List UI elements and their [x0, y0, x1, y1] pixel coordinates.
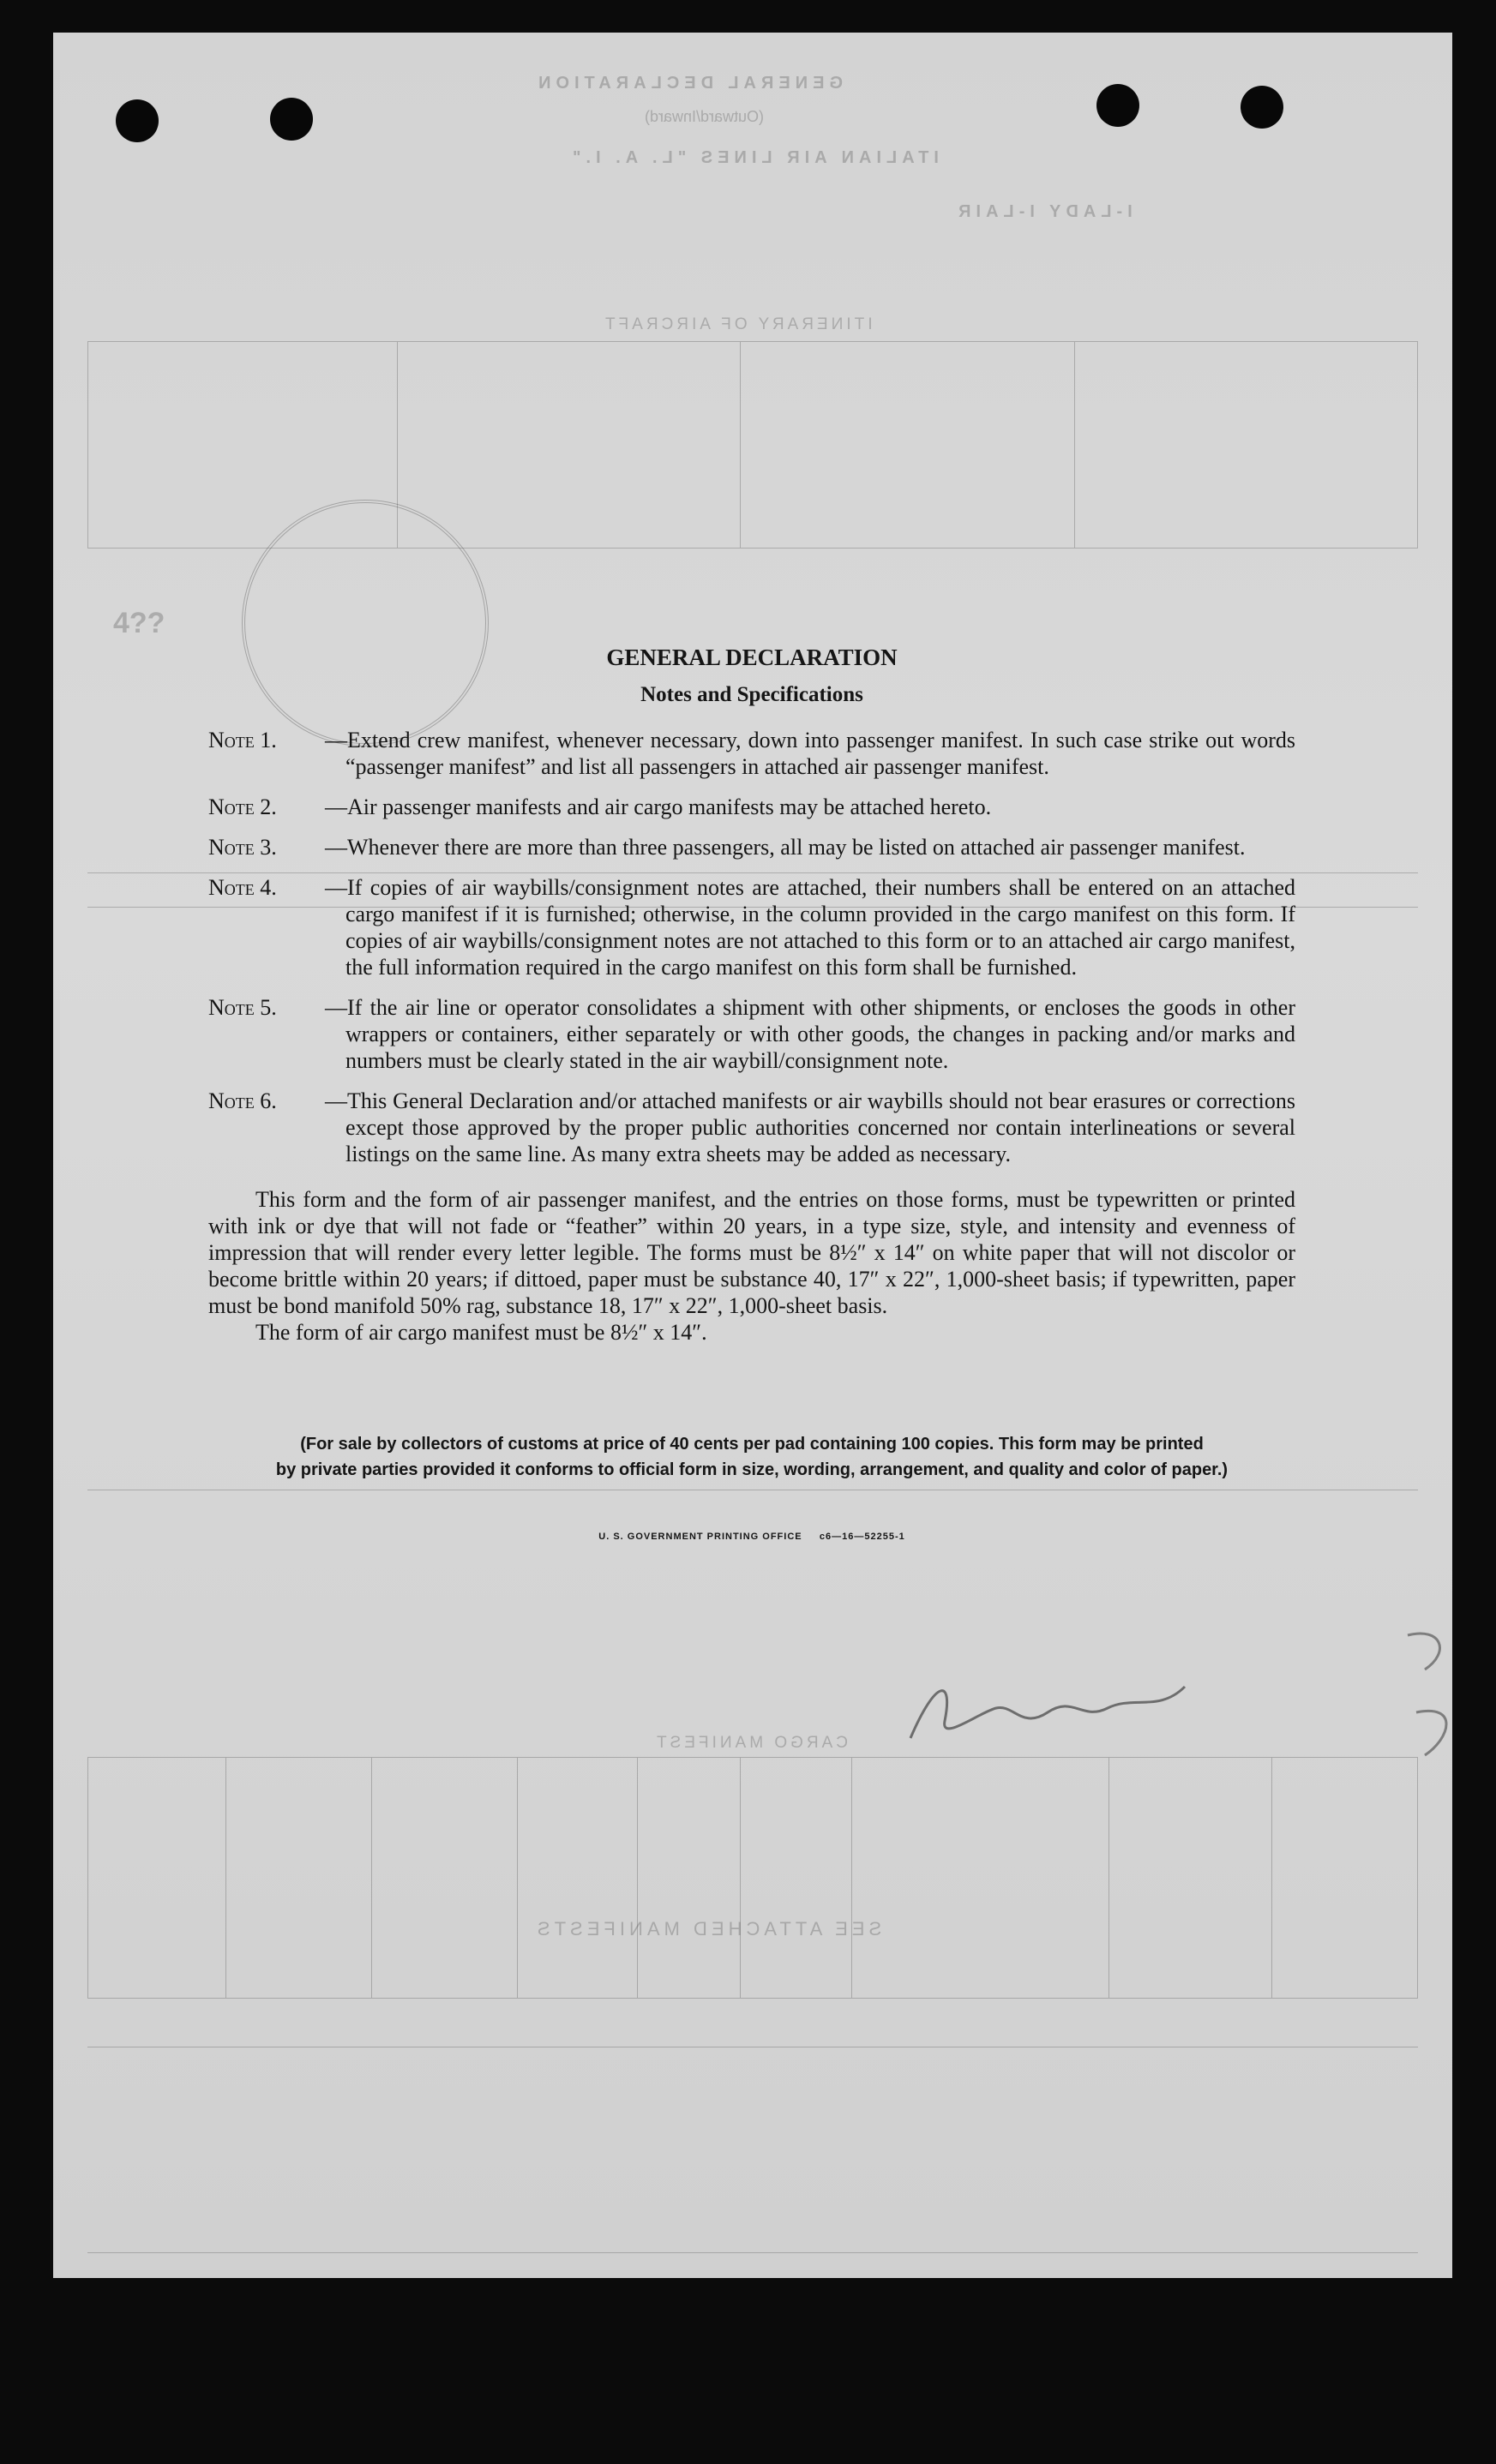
- bleed-through-header-sub: (Outward/Inward): [645, 108, 765, 125]
- bleed-through-header: GENERAL DECLARATION: [533, 74, 844, 93]
- note-text: —Air passenger manifests and air cargo manifests may be attached hereto.: [325, 794, 992, 819]
- bleed-through-cargo-table: [87, 1757, 1418, 1999]
- bleed-through-cargo-manifest: CARGO MANIFEST: [653, 1734, 849, 1752]
- note-text: —This General Declaration and/or attached manifests or air waybills should not bear erasures or corrections except those approved by the proper public authorities concerned nor contain interlineations or several listings on the same line. As many extra sheets may be added as necessary.: [325, 1088, 1295, 1166]
- punch-hole: [116, 99, 159, 142]
- sale-notice-line-2: by private parties provided it conforms to official form in size, wording, arrangement, and quality and color of paper.): [275, 1460, 1229, 1479]
- note-6: [208, 1088, 1295, 1167]
- cargo-manifest-size-line: The form of air cargo manifest must be 8½″ x 14″.: [255, 1320, 707, 1345]
- bleed-through-aircraft: I-LADY I-LAIR: [953, 202, 1133, 221]
- bleed-through-itinerary: ITINERARY OF AIRCRAFT: [602, 315, 873, 333]
- document-subtitle: Notes and Specifications: [640, 683, 863, 706]
- note-label: Note 3.: [208, 835, 277, 860]
- note-5: [208, 994, 1295, 1074]
- sale-notice-line-1: (For sale by collectors of customs at price of 40 cents per pad containing 100 copies. This form may be printed: [300, 1435, 1204, 1454]
- sale-notice: [208, 1431, 1295, 1483]
- note-text: —Whenever there are more than three passengers, all may be listed on attached air passenger manifest.: [325, 835, 1246, 860]
- note-4: [208, 874, 1295, 980]
- paper-specification-paragraph: This form and the form of air passenger manifest, and the entries on those forms, must be typewritten or printed with ink or dye that will not fade or “feather” within 20 years, in a type size, style, and intensity and evenness of impression that will render every letter legible. The forms must be 8½″ x 14″ on white paper that will not discolor or become brittle within 20 years; if dittoed, paper must be substance 40, 17″ x 22″, 1,000-sheet basis; if typewritten, paper must be bond manifold 50% rag, substance 18, 17″ x 22″, 1,000-sheet basis.: [208, 1187, 1295, 1318]
- note-label: Note 6.: [208, 1088, 277, 1113]
- bleed-through-stamp-number: 4??: [113, 607, 165, 639]
- note-label: Note 2.: [208, 794, 277, 819]
- punch-hole: [1096, 84, 1139, 127]
- punch-hole: [270, 98, 313, 141]
- note-text: —If the air line or operator consolidates a shipment with other shipments, or encloses the goods in other wrappers or containers, either separately or with other goods, the changes in packing and/or marks and numbers must be clearly stated in the air waybill/consignment note.: [325, 995, 1295, 1073]
- note-2: [208, 794, 1295, 820]
- pencil-mark: [1391, 1618, 1452, 1772]
- signature: [902, 1661, 1193, 1755]
- bleed-through-itinerary-table: [87, 341, 1418, 549]
- document-title: GENERAL DECLARATION: [606, 644, 898, 670]
- note-3: [208, 834, 1295, 860]
- bleed-through-attached: SEE ATTACHED MANIFESTS: [533, 1918, 882, 1939]
- declaration-notes: [208, 644, 1295, 1550]
- printing-office-line: U. S. GOVERNMENT PRINTING OFFICE c6—16—52255-1: [598, 1532, 905, 1542]
- note-label: Note 1.: [208, 728, 277, 752]
- punch-hole: [1241, 86, 1283, 129]
- bleed-through-rule: [87, 2252, 1418, 2253]
- note-text: —If copies of air waybills/consignment notes are attached, their numbers shall be entered on an attached cargo manifest if it is furnished; otherwise, in the column provided in the cargo manifest on this form. If copies of air waybills/consignment notes are not attached to this form or to an attached air cargo manifest, the full information required in the cargo manifest on this form shall be furnished.: [325, 875, 1295, 980]
- bleed-through-airline: ITALIAN AIR LINES "L. A. I.": [568, 148, 939, 167]
- note-label: Note 5.: [208, 995, 277, 1020]
- note-1: [208, 727, 1295, 780]
- note-text: —Extend crew manifest, whenever necessary, down into passenger manifest. In such case strike out words “passenger manifest” and list all passengers in attached air passenger manifest.: [325, 728, 1295, 779]
- note-label: Note 4.: [208, 875, 277, 900]
